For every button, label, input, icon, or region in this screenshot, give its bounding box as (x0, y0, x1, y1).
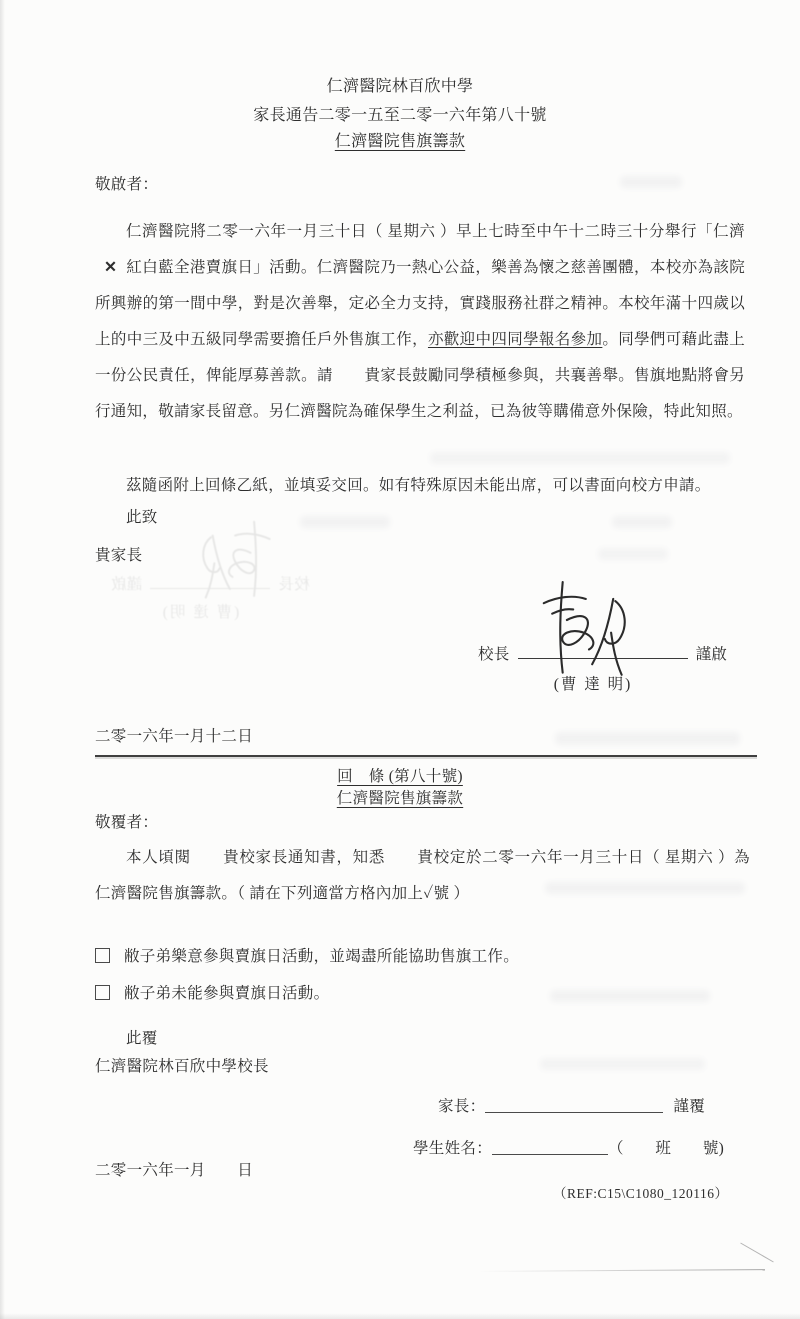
signature-block (478, 642, 727, 664)
reply-slip-title-text: 回 條 (第八十號) (337, 768, 463, 785)
notice-paragraph-1 (95, 214, 745, 430)
notice-closing-parents: 貴家長 (95, 547, 143, 564)
notice-paragraph-2: 茲隨函附上回條乙紙，並填妥交回。如有特殊原因未能出席，可以書面向校方申請。 (126, 477, 711, 494)
multiply-x-mark: ✕ (104, 259, 118, 276)
scan-left-edge (0, 0, 5, 1319)
reply-slip-title (0, 764, 800, 786)
decline-label: 敝子弟未能參與賣旗日活動。 (124, 985, 330, 1002)
paper-corner-line (740, 1243, 773, 1263)
bleed-through-artifact (620, 176, 682, 188)
reply-paragraph: 本人頃閱 貴校家長通知書，知悉 貴校定於二零一六年一月三十日（ 星期六 ）為仁濟醫院售旗籌款。（ 請在下列適當方格內加上✓號 ） (95, 849, 750, 902)
student-name-row (413, 1136, 724, 1158)
paper-edge-line (478, 1269, 765, 1272)
signature-closing: 謹啟 (695, 646, 728, 663)
notice-number: 家長通告二零一五至二零一六年第八十號 (253, 107, 547, 124)
class-number-label: （ 班 號) (608, 1140, 725, 1157)
bleed-through-artifact (430, 452, 730, 464)
reply-date: 二零一六年一月 日 (95, 1162, 254, 1179)
parent-label: 家長： (438, 1098, 486, 1115)
ghost-principal-label: 校長 (278, 576, 310, 593)
paragraph-1-underlined-phrase: 亦歡迎中四同學報名參加 (427, 331, 603, 348)
notice-subject-text: 仁濟醫院售旗籌款 (334, 133, 466, 150)
participate-checkbox[interactable] (95, 948, 110, 963)
bleed-through-artifact (598, 548, 668, 560)
notice-subject (0, 128, 800, 151)
principal-name: (曹 達 明) (553, 676, 633, 693)
reply-closing-cifu: 此覆 (126, 1030, 158, 1047)
ghost-signature-scrawl (185, 520, 280, 602)
paragraph-1-segment-2: 紅白藍全港賣旗日」活動。仁濟醫院乃一熱心公益，樂善為懷之慈善團體，本校亦為該院所興辦的第一間中學，對是次善舉，定必全力支持，實踐服務社群之精神。本校年滿十四歲以上的中三及中五級同學需要擔任戶外售旗工作， (95, 259, 745, 348)
bleed-through-artifact (612, 516, 672, 528)
reply-addressee: 仁濟醫院林百欣中學校長 (95, 1058, 269, 1075)
principal-signature-scrawl (530, 580, 648, 680)
student-name-label: 學生姓名： (413, 1140, 493, 1157)
reply-slip-subject (0, 786, 800, 808)
reference-number: （REF:C15\C1080_120116） (553, 1186, 729, 1201)
section-divider (95, 755, 757, 757)
paragraph-1-segment-3: 。同學們可藉此盡上一份公民責任，俾能厚募善款。請 貴家長鼓勵同學積極參與，共襄善舉。售旗地點將會另行通知，敬請家長留意。另仁濟醫院為確保學生之利益，已為彼等購備意外保險，特此知照。 (95, 331, 745, 420)
school-name: 仁濟醫院林百欣中學 (326, 78, 474, 95)
ghost-principal-name: (曹 達 明) (160, 604, 240, 621)
scan-bottom-edge (0, 1313, 800, 1319)
reply-option-participate (95, 944, 755, 966)
bleed-through-artifact (555, 732, 740, 745)
salutation: 敬啟者： (95, 176, 159, 193)
decline-checkbox[interactable] (95, 985, 110, 1000)
principal-label: 校長 (478, 646, 510, 663)
bleed-through-signature (70, 572, 310, 702)
bleed-through-artifact (540, 1058, 705, 1070)
reply-slip-subject-text: 仁濟醫院售旗籌款 (336, 790, 464, 807)
reply-option-decline (95, 981, 755, 1003)
participate-label: 敝子弟樂意參與賣旗日活動，並竭盡所能協助售旗工作。 (124, 948, 520, 965)
student-name-line[interactable] (492, 1140, 608, 1155)
bleed-through-artifact (300, 516, 390, 528)
notice-date: 二零一六年一月十二日 (95, 728, 254, 745)
parent-closing: 謹覆 (673, 1098, 706, 1115)
paragraph-1-segment-1: 仁濟醫院將二零一六年一月三十日（ 星期六 ）早上七時至中午十二時三十分舉行「仁濟 (126, 223, 745, 240)
parent-signature-row (438, 1094, 705, 1116)
ghost-closing: 謹啟 (110, 576, 143, 593)
reply-salutation: 敬覆者： (95, 814, 159, 831)
notice-closing-cizhi: 此致 (126, 509, 158, 526)
parent-signature-line[interactable] (485, 1098, 663, 1113)
